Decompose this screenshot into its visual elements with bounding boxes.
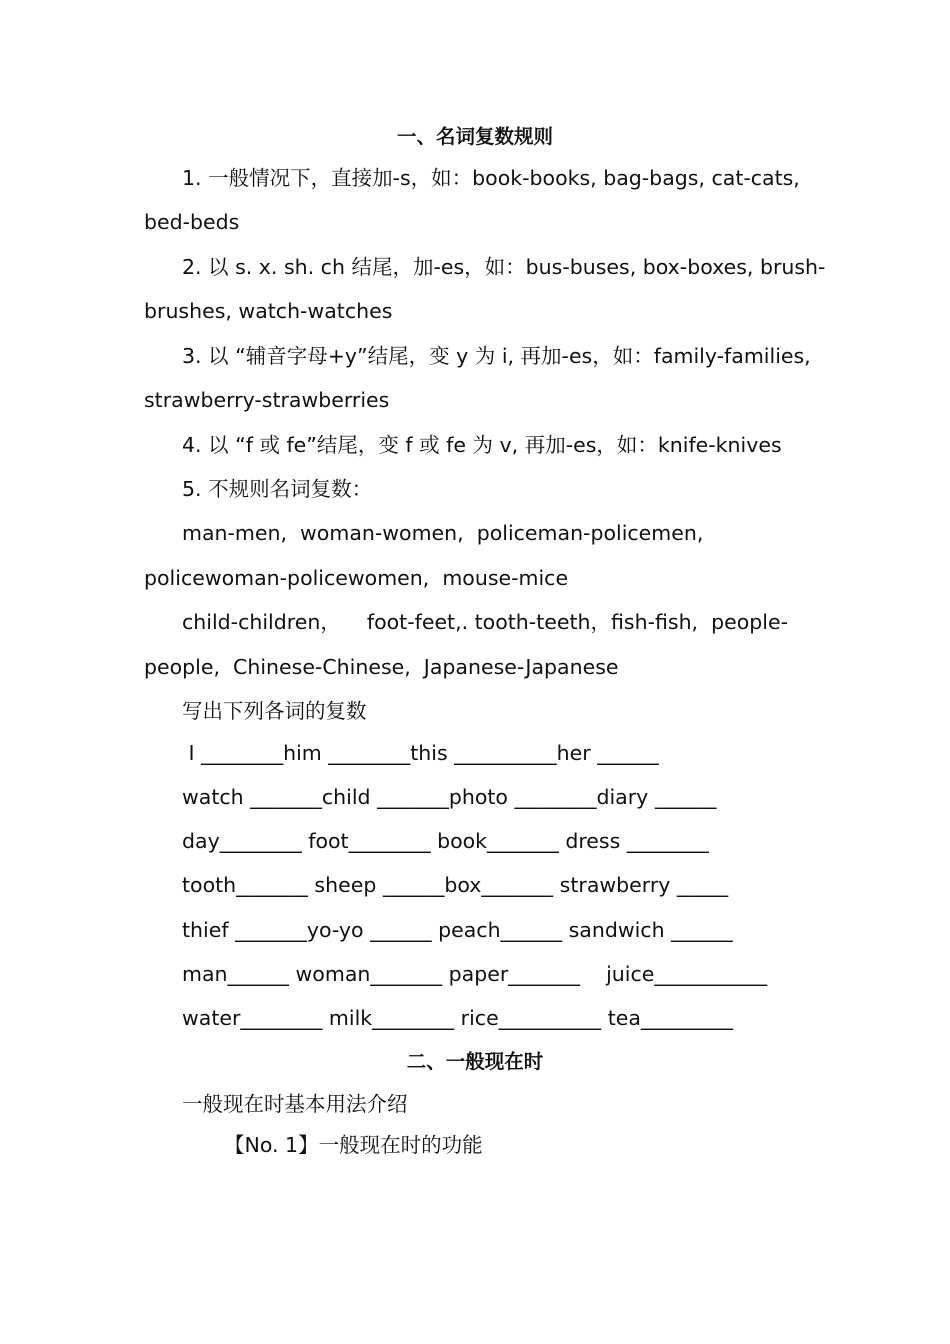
rule-2-line1: 2. 以 s. x. sh. ch 结尾，加-es，如：bus-buses, box-boxes, brush- — [182, 255, 826, 279]
rule-1-line2: bed-beds — [144, 210, 240, 234]
section1-title: 一、名词复数规则 — [396, 125, 553, 148]
rule-3-line1: 3. 以 “辅音字母+y”结尾，变 y 为 i, 再加-es，如：family-families, — [182, 344, 811, 368]
exercise-line-3: day________ foot________ book_______ dress ________ — [182, 829, 709, 853]
section2-item-no1: 【No. 1】一般现在时的功能 — [224, 1133, 483, 1157]
exercise-title: 写出下列各词的复数 — [182, 699, 367, 723]
section2-title: 二、一般现在时 — [406, 1050, 544, 1073]
exercise-line-5: thief _______yo-yo ______ peach______ sandwich ______ — [182, 918, 733, 942]
exercise-line-6: man______ woman_______ paper_______ juice___________ — [182, 962, 768, 986]
rule-5-line1: 5. 不规则名词复数： — [182, 477, 373, 501]
exercise-line-1: I ________him ________this __________her ______ — [182, 741, 659, 765]
exercise-line-2: watch _______child _______photo ________diary ______ — [182, 785, 717, 809]
exercise-line-4: tooth_______ sheep ______box_______ strawberry _____ — [182, 873, 729, 897]
irregular-line-3: child-children， foot-feet,. tooth-teeth，fish-fish, people- — [182, 610, 788, 634]
irregular-line-4: people, Chinese-Chinese, Japanese-Japanese — [144, 655, 619, 679]
irregular-line-2: policewoman-policewomen, mouse-mice — [144, 566, 569, 590]
rule-3-line2: strawberry-strawberries — [144, 388, 390, 412]
exercise-line-7: water________ milk________ rice__________ tea_________ — [182, 1006, 734, 1030]
section2-subtitle: 一般现在时基本用法介绍 — [182, 1092, 408, 1116]
rule-4-line1: 4. 以 “f 或 fe”结尾，变 f 或 fe 为 v, 再加-es，如：knife-knives — [182, 433, 782, 457]
irregular-line-1: man-men, woman-women, policeman-policemen, — [182, 521, 704, 545]
rule-1-line1: 1. 一般情况下，直接加-s，如：book-books, bag-bags, cat-cats, — [182, 166, 800, 190]
rule-2-line2: brushes, watch-watches — [144, 299, 393, 323]
